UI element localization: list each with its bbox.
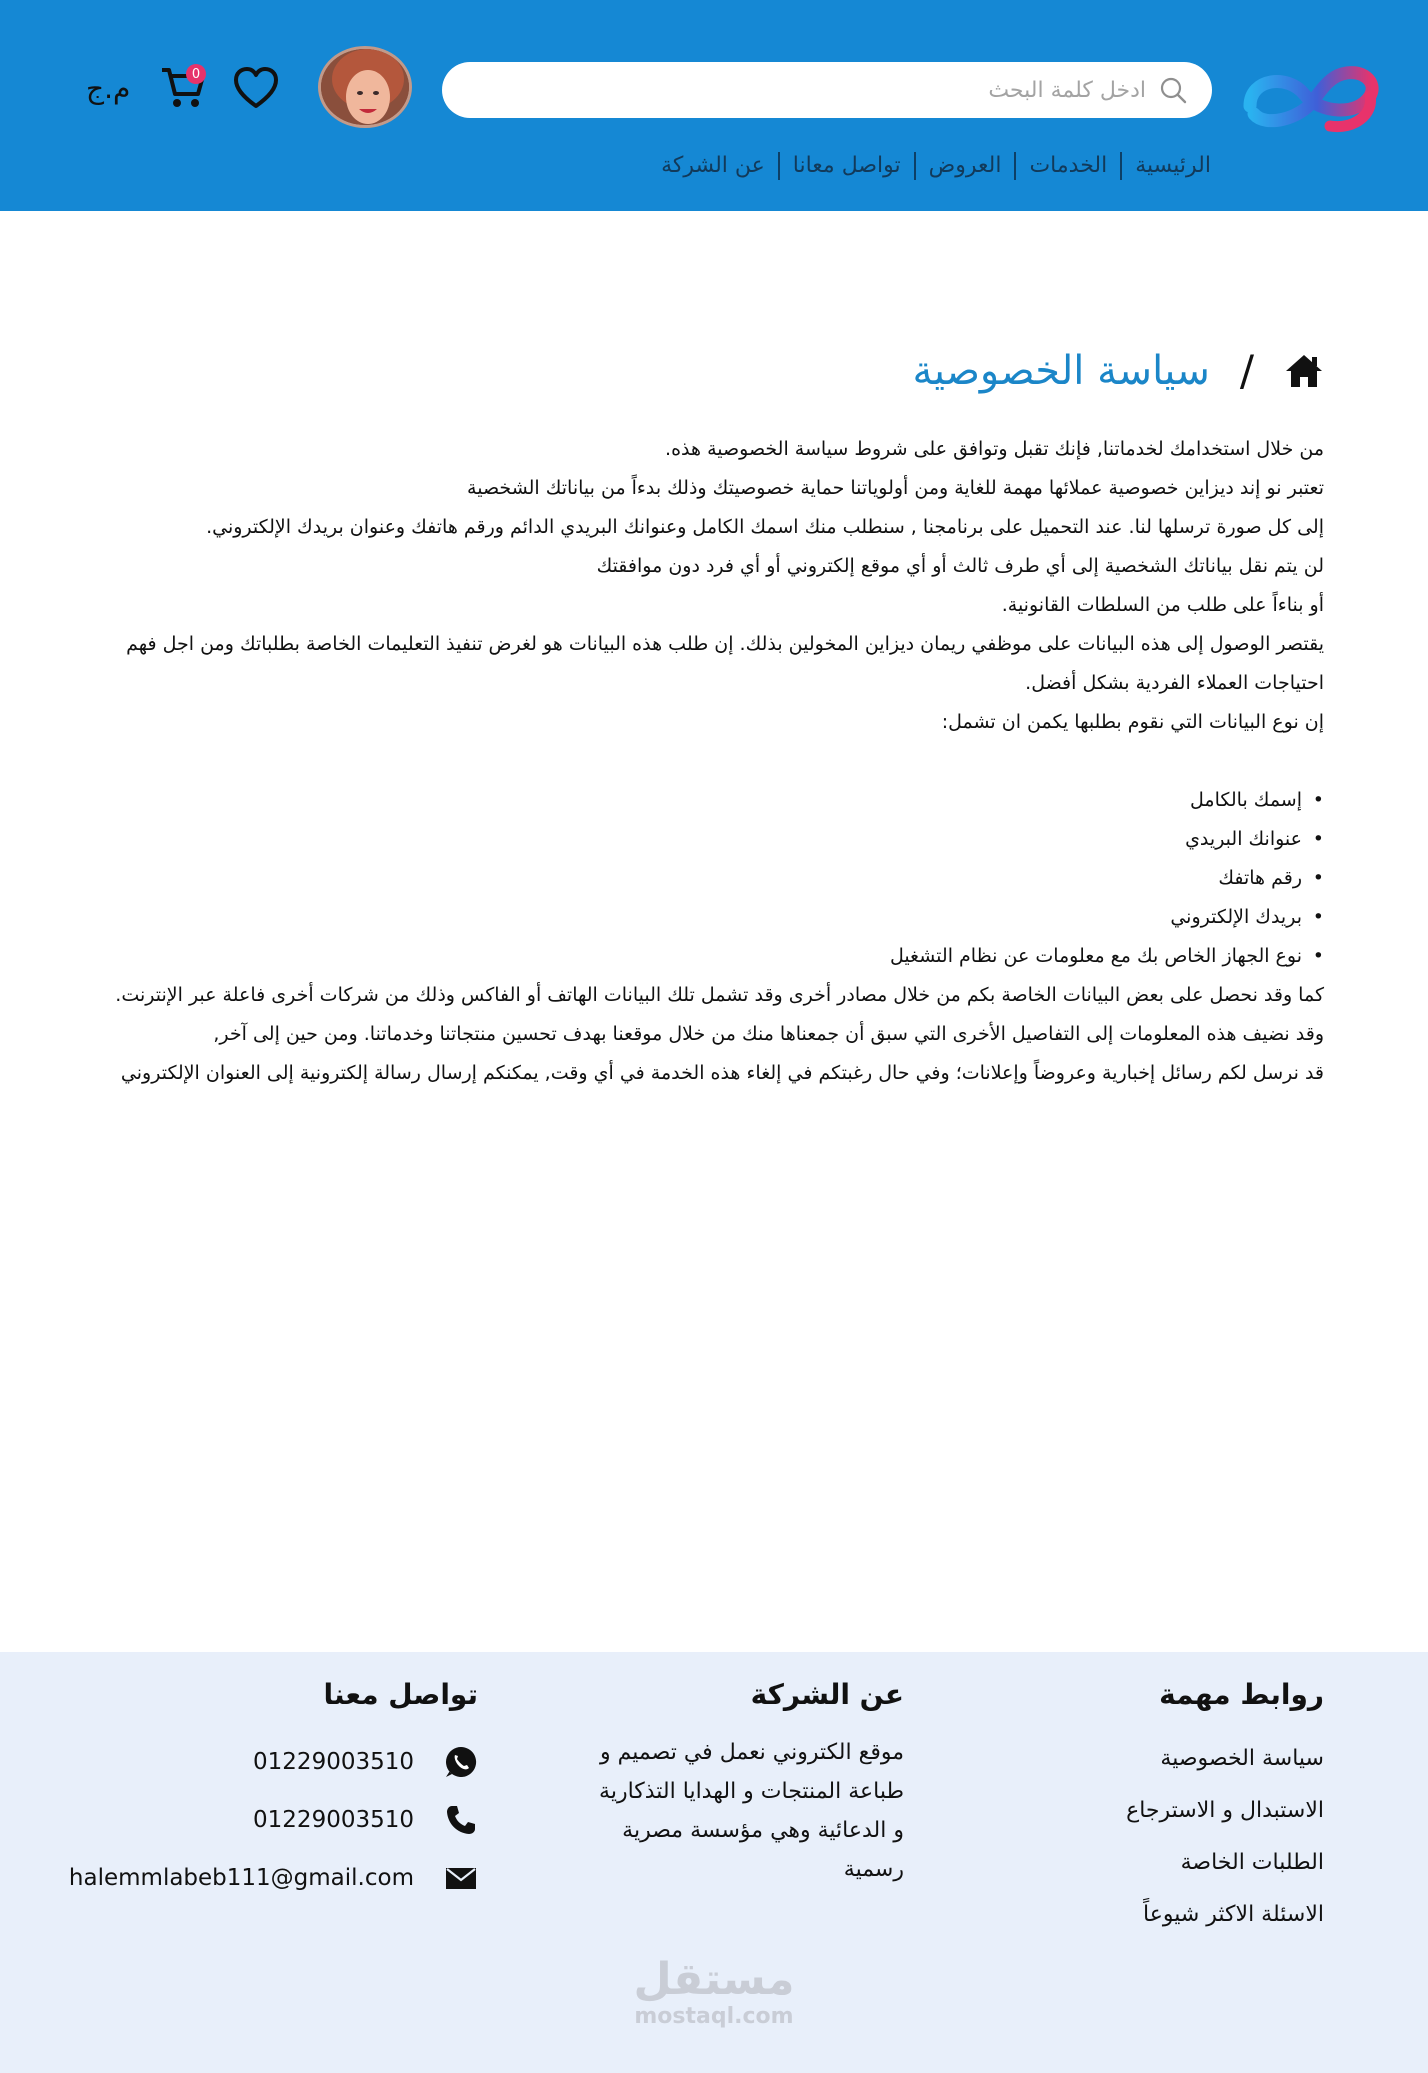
search-input[interactable]: [496, 70, 1146, 110]
footer-link-privacy[interactable]: سياسة الخصوصية: [1160, 1746, 1324, 1771]
data-types-list: [28, 781, 1302, 976]
search-bar[interactable]: [442, 62, 1212, 118]
policy-paragraph: احتياجات العملاء الفردية بشكل أفضل.: [1025, 672, 1324, 694]
footer-contact-title: تواصل معنا: [323, 1678, 478, 1711]
footer-about-text: طباعة المنتجات و الهدايا التذكارية: [599, 1779, 904, 1804]
list-item: • عنوانك البريدي: [28, 820, 1302, 859]
footer-about: [574, 1678, 904, 1889]
policy-paragraph: إلى كل صورة ترسلها لنا. عند التحميل على برنامجنا , سنطلب منك اسمك الكامل وعنوانك البريدي الدائم ورقم هاتفك وعنوان بريدك الإلكتروني.: [206, 516, 1324, 538]
phone-icon: [444, 1803, 478, 1837]
policy-paragraph: يقتصر الوصول إلى هذه البيانات على موظفي ريمان ديزاين المخولين بذلك. إن طلب هذه البيانات هو لغرض تنفيذ التعليمات الخاصة بطلباتك ومن اجل فهم: [126, 633, 1324, 655]
footer-about-text: موقع الكتروني نعمل في تصميم و: [600, 1740, 904, 1765]
watermark-english: mostaql.com: [634, 2004, 794, 2029]
policy-content: [28, 430, 1324, 1093]
nav-about[interactable]: عن الشركة: [661, 153, 765, 178]
main-nav: [648, 152, 1224, 180]
footer-link-faq[interactable]: الاسئلة الاكثر شيوعاً: [1143, 1902, 1324, 1927]
mail-icon: [444, 1861, 478, 1895]
footer-link-returns[interactable]: الاستبدال و الاسترجاع: [1126, 1798, 1324, 1823]
breadcrumb-separator: /: [1239, 346, 1254, 395]
watermark: [624, 1955, 804, 2035]
avatar-photo-icon: [321, 49, 412, 128]
list-item: • رقم هاتفك: [28, 859, 1302, 898]
nav-offers[interactable]: العروض: [914, 152, 1015, 180]
nav-services[interactable]: الخدمات: [1014, 152, 1120, 180]
footer-links: [1024, 1678, 1324, 1941]
whatsapp-number[interactable]: 01229003510: [253, 1749, 414, 1775]
policy-paragraph: من خلال استخدامك لخدماتنا, فإنك تقبل وتوافق على شروط سياسة الخصوصية هذه.: [665, 438, 1324, 460]
watermark-arabic: مستقل: [633, 1954, 795, 2005]
home-icon[interactable]: [1284, 351, 1324, 391]
policy-paragraph: وقد نضيف هذه المعلومات إلى التفاصيل الأخرى التي سبق أن جمعناها منك من خلال موقعنا بهدف تحسين منتجاتنا وخدماتنا. ومن حين إلى آخر,: [213, 1023, 1324, 1045]
contact-whatsapp[interactable]: [78, 1733, 478, 1791]
currency-label[interactable]: م.ج: [86, 72, 131, 105]
phone-number[interactable]: 01229003510: [253, 1807, 414, 1833]
footer-links-title: روابط مهمة: [1159, 1678, 1324, 1711]
footer-about-title: عن الشركة: [750, 1678, 904, 1711]
policy-paragraph: لن يتم نقل بياناتك الشخصية إلى أي طرف ثالث أو أي موقع إلكتروني أو أي فرد دون موافقتك: [596, 555, 1324, 577]
list-item: • بريدك الإلكتروني: [28, 898, 1302, 937]
policy-paragraph: كما وقد نحصل على بعض البيانات الخاصة بكم من خلال مصادر أخرى وقد تشمل تلك البيانات الهاتف أو الفاكس وذلك من شركات أخرى فاعلة عبر الإنترنت.: [115, 984, 1324, 1006]
policy-paragraph: أو بناءاً على طلب من السلطات القانونية.: [1001, 594, 1324, 616]
footer-contact: [68, 1678, 478, 1907]
page-title: سياسة الخصوصية: [912, 347, 1210, 394]
search-icon[interactable]: [1158, 75, 1188, 105]
nav-home[interactable]: الرئيسية: [1120, 152, 1224, 180]
footer-about-text: و الدعائية وهي مؤسسة مصرية: [622, 1818, 904, 1843]
contact-phone[interactable]: [78, 1791, 478, 1849]
avatar[interactable]: [318, 46, 412, 128]
nav-contact[interactable]: تواصل معانا: [778, 152, 914, 180]
footer-about-text: رسمية: [843, 1857, 904, 1882]
list-item: • نوع الجهاز الخاص بك مع معلومات عن نظام التشغيل: [28, 937, 1302, 976]
list-item: • إسمك بالكامل: [28, 781, 1302, 820]
heart-icon[interactable]: [232, 66, 280, 110]
policy-paragraph: إن نوع البيانات التي نقوم بطلبها يكمن ان تشمل:: [941, 711, 1324, 733]
header: [0, 0, 1428, 211]
policy-paragraph: قد نرسل لكم رسائل إخبارية وعروضاً وإعلانات؛ وفي حال رغبتكم في إلغاء هذه الخدمة في أي وقت, يمكنكم إرسال رسالة إلكترونية إلى العنوان الإلكتروني: [120, 1062, 1324, 1084]
whatsapp-icon: [444, 1745, 478, 1779]
email-address[interactable]: halemmlabeb111@gmail.com: [68, 1865, 414, 1891]
breadcrumb: [912, 346, 1324, 395]
footer-link-special-orders[interactable]: الطلبات الخاصة: [1180, 1850, 1324, 1875]
cart-count-badge: 0: [186, 64, 206, 84]
policy-paragraph: تعتبر نو إند ديزاين خصوصية عملائها مهمة للغاية ومن أولوياتنا حماية خصوصيتك وذلك بدءاً من بياناتك الشخصية: [467, 477, 1324, 499]
contact-email[interactable]: [68, 1849, 478, 1907]
logo-icon[interactable]: [1242, 56, 1384, 136]
